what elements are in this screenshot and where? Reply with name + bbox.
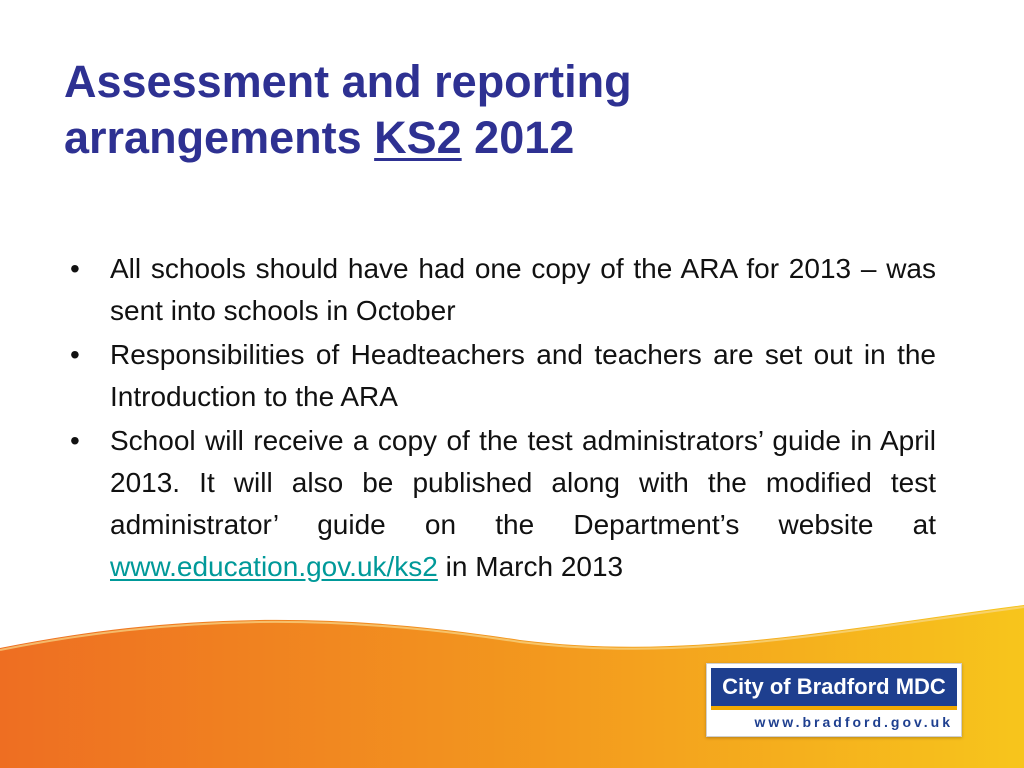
bullet-item	[70, 334, 936, 418]
bullet-text-before-link: School will receive a copy of the test administrators’ guide in April 2013. It will also be published along with the modified test administrator’ guide on the Department’s website at	[110, 425, 936, 540]
bullet-list	[70, 248, 936, 590]
bullet-marker: •	[70, 425, 80, 456]
bullet-text: Responsibilities of Headteachers and teachers are set out in the Introduction to the ARA	[110, 339, 936, 412]
logo-url: www.bradford.gov.uk	[754, 714, 953, 730]
bullet-marker: •	[70, 339, 80, 370]
logo-name: City of Bradford MDC	[711, 668, 957, 706]
ks2-link[interactable]: KS2	[374, 112, 462, 163]
slide-title	[64, 54, 964, 166]
bullet-item	[70, 420, 936, 588]
bullet-text-after-link: in March 2013	[437, 551, 624, 582]
logo-stripe	[711, 706, 957, 710]
bullet-marker: •	[70, 253, 80, 284]
bullet-item	[70, 248, 936, 332]
title-line-2-suffix: 2012	[461, 112, 575, 163]
bullet-text: All schools should have had one copy of the ARA for 2013 – was sent into schools in October	[110, 253, 936, 326]
title-line-2-prefix: arrangements	[64, 112, 375, 163]
title-line-1: Assessment and reporting	[64, 56, 632, 107]
education-website-link[interactable]: www.education.gov.uk/ks2	[110, 551, 438, 582]
bradford-logo	[706, 663, 962, 737]
